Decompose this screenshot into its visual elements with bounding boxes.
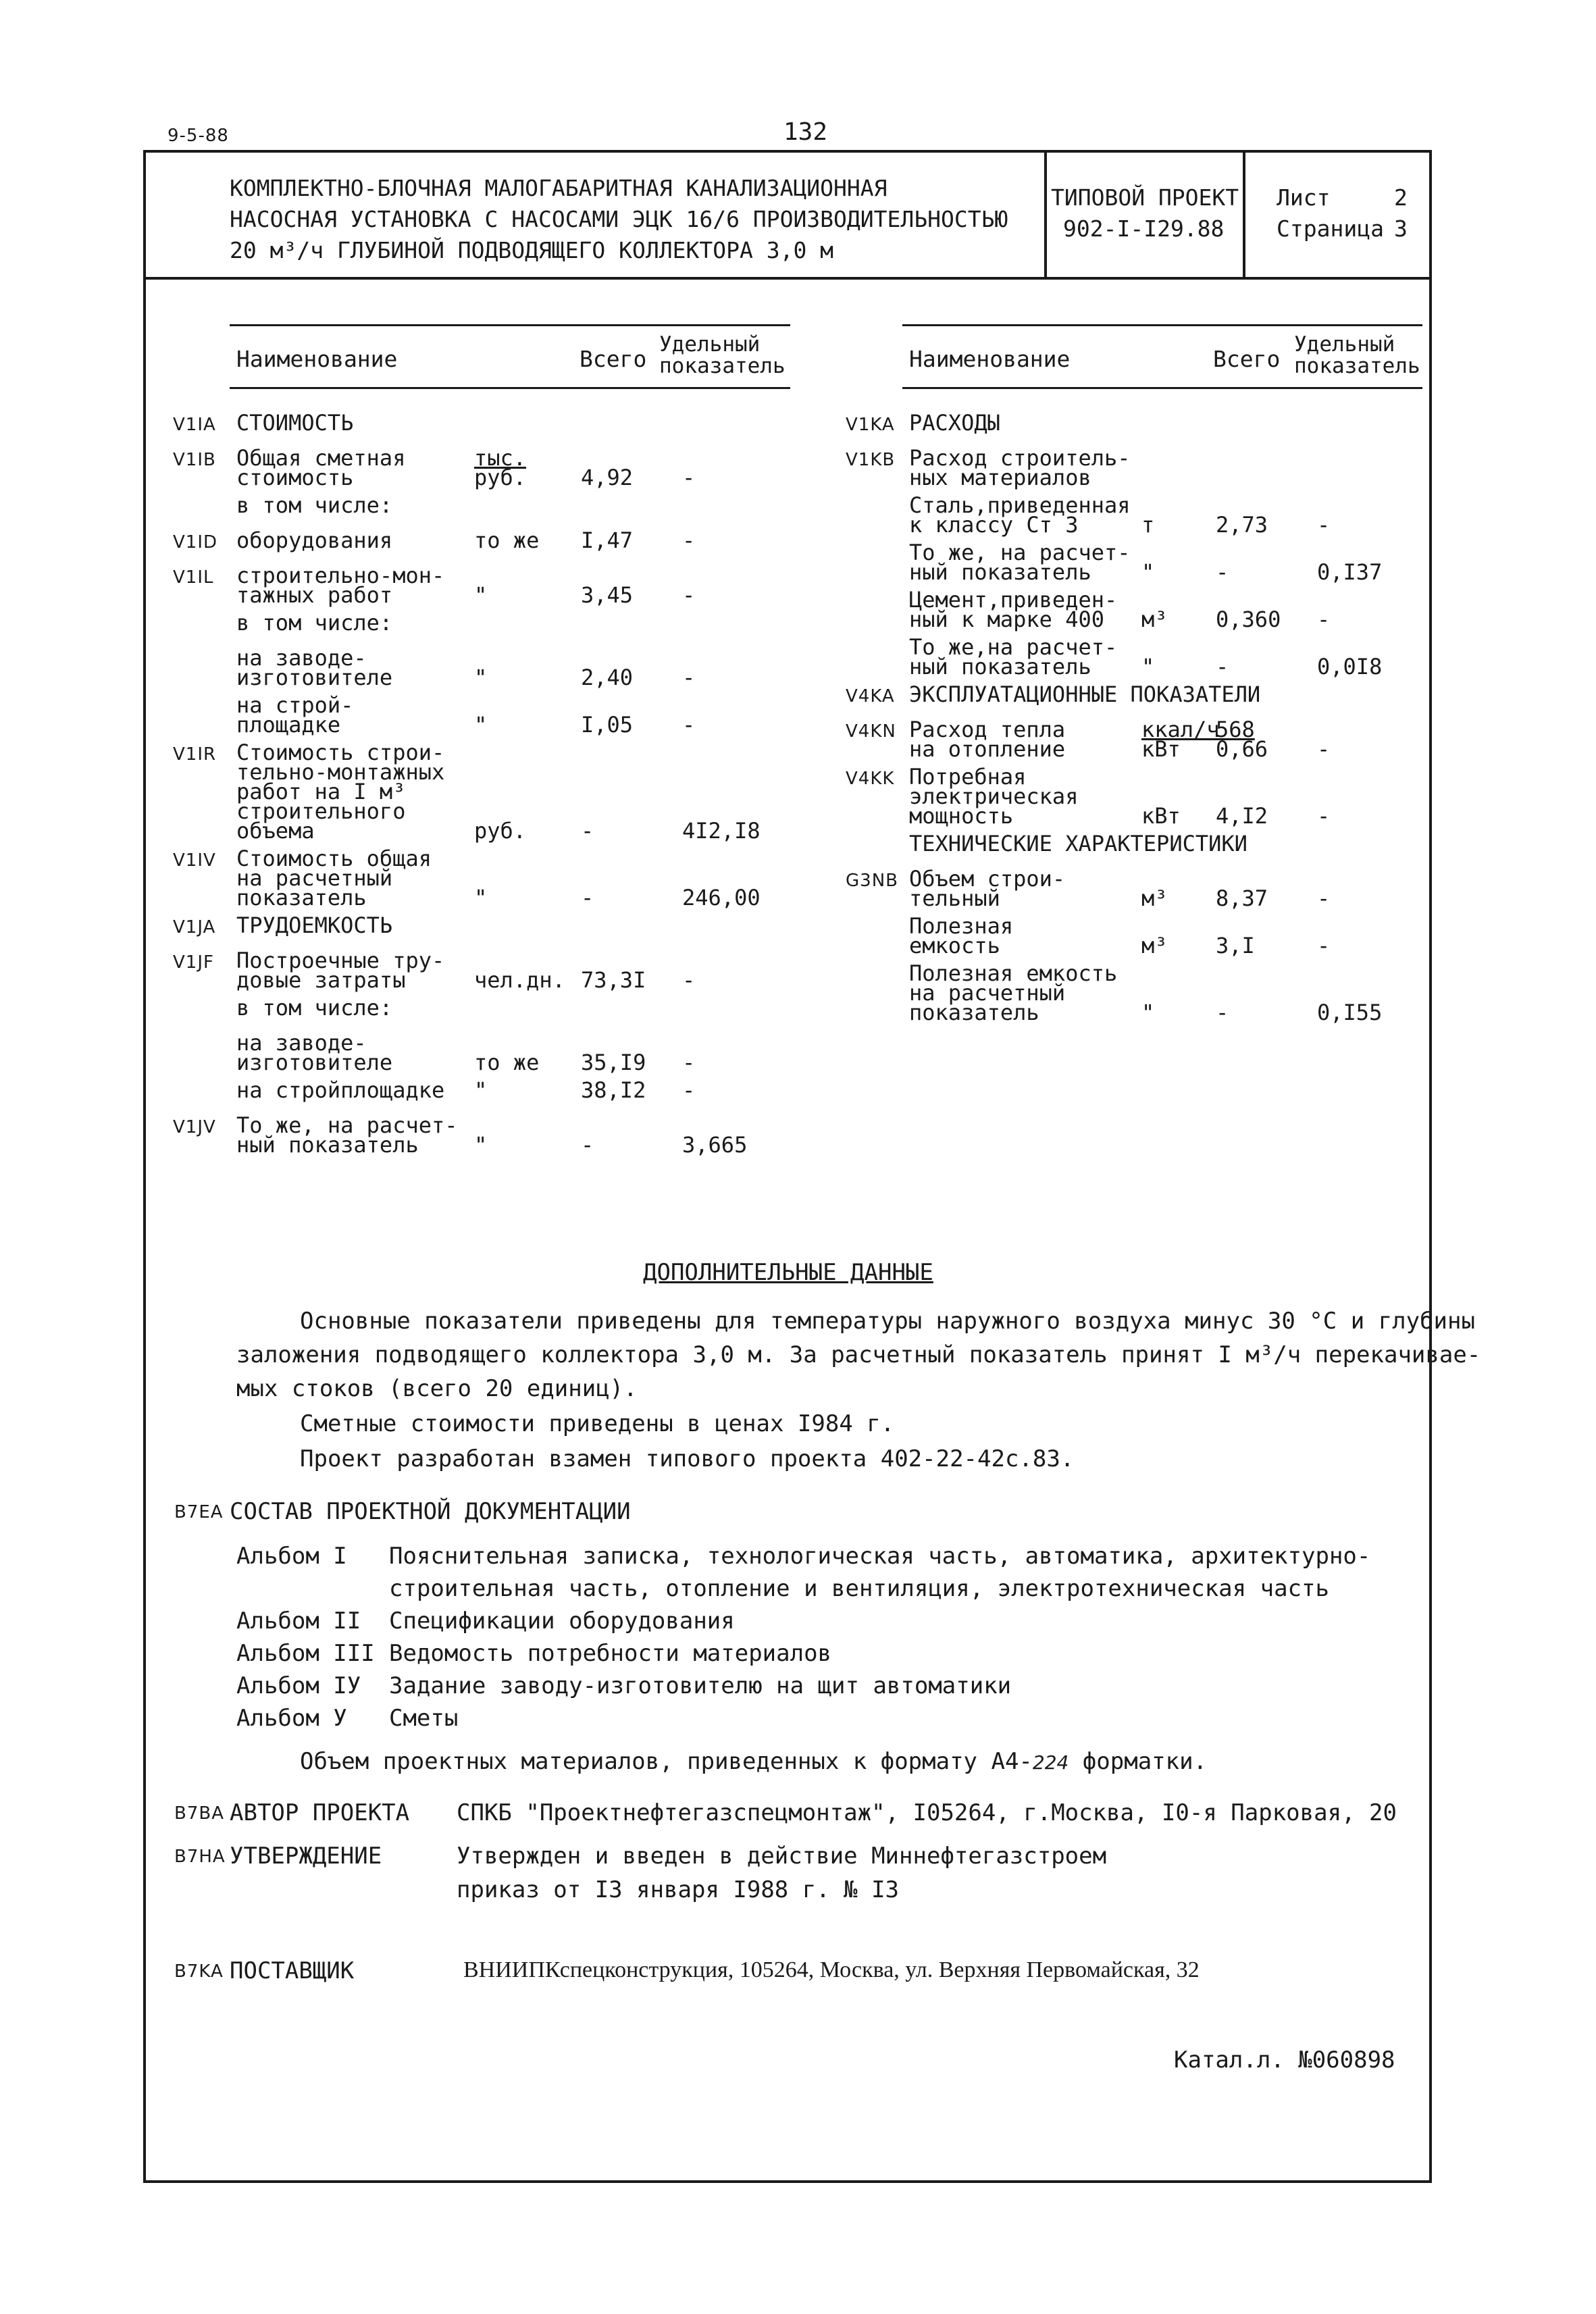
row-total: - <box>581 1132 594 1158</box>
additional-line-4: Сметные стоимости приведены в ценах I984 г. <box>300 1410 895 1437</box>
row-spec: - <box>1317 933 1331 958</box>
left-col-total: Всего <box>580 346 647 372</box>
row-total: I,05 <box>581 712 634 738</box>
row-spec: 0,I37 <box>1317 559 1383 585</box>
approval-label: УТВЕРЖДЕНИЕ <box>230 1843 382 1870</box>
title-line-1: КОМПЛЕКТНО-БЛОЧНАЯ МАЛОГАБАРИТНАЯ КАНАЛИЗАЦИОННАЯ <box>230 175 887 201</box>
row-spec: - <box>682 465 696 490</box>
row-spec: - <box>682 665 696 690</box>
row-total: 4,I2 <box>1216 803 1268 829</box>
row-name-line: на заводе- <box>236 1030 367 1056</box>
row-spec: - <box>682 967 696 993</box>
row-name-line: Объем строи- <box>909 866 1066 892</box>
right-col-name: Наименование <box>909 346 1071 372</box>
row-code: V1IB <box>173 450 216 470</box>
project-label: ТИПОВОЙ ПРОЕКТ <box>1051 184 1239 211</box>
row-name-line: работ на I м³ <box>236 779 406 804</box>
row-name-line: строительного <box>236 798 406 824</box>
row-name-line: на строй- <box>236 692 354 718</box>
volume-note-before: Объем проектных материалов, приведенных к формату А4- <box>300 1748 1033 1775</box>
album-2-name: Альбом II <box>236 1608 361 1635</box>
volume-note <box>300 1748 1207 1776</box>
approval-line-1: Утвержден и введен в действие Миннефтегазстроем <box>457 1843 1107 1870</box>
row-unit: ккал/ч <box>1141 717 1220 742</box>
row-unit: тыс. <box>474 445 527 471</box>
sheet-value: 2 <box>1394 184 1408 211</box>
row-name-line: Общая сметная <box>236 445 406 471</box>
row-name-line: Стоимость общая <box>236 846 432 871</box>
row-name-line: показатель <box>909 1000 1039 1025</box>
row-unit: " <box>474 665 488 690</box>
row-spec: - <box>682 582 696 608</box>
row-total: - <box>1216 654 1229 679</box>
row-unit: то же <box>474 1050 540 1075</box>
title-line-3: 20 м³/ч ГЛУБИНОЙ ПОДВОДЯЩЕГО КОЛЛЕКТОРА 3,0 м <box>230 237 834 263</box>
row-total: - <box>1216 559 1229 585</box>
row-name-line: электрическая <box>909 783 1079 809</box>
row-total: - <box>581 818 594 844</box>
row-unit: м³ <box>1141 885 1168 911</box>
left-col-name: Наименование <box>236 346 398 372</box>
row-spec: - <box>682 528 696 553</box>
right-table-head-rule <box>902 387 1422 389</box>
row-total: 35,I9 <box>581 1050 646 1075</box>
approval-line-2: приказ от I3 января I988 г. № I3 <box>457 1876 900 1903</box>
row-code: V1IR <box>173 744 217 765</box>
row-code: V1KB <box>846 450 896 470</box>
album-1-name: Альбом I <box>236 1543 347 1570</box>
album-3-name: Альбом III <box>236 1640 375 1667</box>
album-1-desc-1: Пояснительная записка, технологическая часть, автоматика, архитектурно- <box>389 1543 1371 1570</box>
row-code: V4KA <box>846 686 895 706</box>
row-code: V1JV <box>173 1117 216 1137</box>
row-name-line: ЭКСПЛУАТАЦИОННЫЕ ПОКАЗАТЕЛИ <box>909 682 1261 707</box>
composition-heading: СОСТАВ ПРОЕКТНОЙ ДОКУМЕНТАЦИИ <box>230 1498 631 1525</box>
row-unit: " <box>474 885 488 910</box>
row-unit: " <box>474 712 488 738</box>
volume-note-value: 224 <box>1032 1751 1069 1774</box>
row-name-line: То же,на расчет- <box>909 634 1118 660</box>
row-name-line: на стройплощадке <box>236 1077 445 1103</box>
row-name-line: тельно-монтажных <box>236 759 445 785</box>
row-name-line: ТЕХНИЧЕСКИЕ ХАРАКТЕРИСТИКИ <box>909 831 1247 856</box>
row-spec: 4I2,I8 <box>682 818 761 844</box>
row-name-line: довые затраты <box>236 967 406 993</box>
row-name-line: к классу Ст 3 <box>909 512 1079 538</box>
album-5-name: Альбом У <box>236 1705 347 1732</box>
row-total: 73,3I <box>581 967 646 993</box>
row-name-line: в том числе: <box>236 995 393 1021</box>
author-label: АВТОР ПРОЕКТА <box>230 1799 410 1826</box>
row-name-line: ный к марке 400 <box>909 607 1104 632</box>
page-value: 3 <box>1394 215 1408 242</box>
row-spec: - <box>1317 885 1331 911</box>
row-name-line: Расход тепла <box>909 717 1066 742</box>
row-name-line: оборудования <box>236 528 393 553</box>
row-name-line: на заводе- <box>236 645 367 671</box>
supplier-label: ПОСТАВЩИК <box>230 1957 355 1984</box>
row-spec: 0,0I8 <box>1317 654 1383 679</box>
author-code: B7BA <box>174 1803 225 1824</box>
row-code: G3NB <box>846 871 898 891</box>
row-name-line: мощность <box>909 803 1014 829</box>
row-name-line: Цемент,приведен- <box>909 587 1118 613</box>
approval-code: B7HA <box>174 1847 226 1867</box>
row-name-line: ный показатель <box>909 654 1091 679</box>
row-total: 3,I <box>1216 933 1255 958</box>
row-spec: 3,665 <box>682 1132 748 1158</box>
row-unit: кВт <box>1141 736 1181 762</box>
row-name-line: Стоимость строи- <box>236 740 445 765</box>
row-spec: 0,I55 <box>1317 1000 1383 1025</box>
title-line-2: НАСОСНАЯ УСТАНОВКА С НАСОСАМИ ЭЦК 16/6 ПРОИЗВОДИТЕЛЬНОСТЬЮ <box>230 206 1008 232</box>
row-name-line: Полезная емкость <box>909 960 1118 986</box>
row-name-line: строительно-мон- <box>236 563 445 588</box>
row-spec: - <box>682 712 696 738</box>
row-name-line: тажных работ <box>236 582 393 608</box>
project-number: 902-I-I29.88 <box>1063 215 1225 242</box>
row-total: 0,360 <box>1216 607 1281 632</box>
row-name-line: изготовителе <box>236 1050 393 1075</box>
supplier-value: ВНИИПКспецконструкция, 105264, Москва, ул. Верхняя Первомайская, 32 <box>463 1957 1200 1982</box>
row-name-line: изготовителе <box>236 665 393 690</box>
page-number: 132 <box>783 118 828 146</box>
row-total: 568 <box>1216 717 1255 742</box>
row-name-line: Полезная <box>909 913 1014 939</box>
row-name-line: в том числе: <box>236 610 393 636</box>
row-unit: " <box>1141 1000 1155 1025</box>
row-total: 2,40 <box>581 665 634 690</box>
row-code: V1KA <box>846 415 895 435</box>
row-name-line: РАСХОДЫ <box>909 410 1000 436</box>
row-unit: руб. <box>474 465 527 490</box>
catalog-number: Катал.л. №060898 <box>1174 2047 1395 2074</box>
row-unit: " <box>1141 654 1155 679</box>
row-total: - <box>581 885 594 910</box>
row-total: - <box>1216 1000 1229 1025</box>
title-divider-2 <box>1243 150 1245 280</box>
row-code: V1ID <box>173 532 218 552</box>
row-spec: 246,00 <box>682 885 761 910</box>
row-code: V1IA <box>173 415 216 435</box>
row-spec: - <box>682 1077 696 1103</box>
row-total: 2,73 <box>1216 512 1268 538</box>
row-name-line: Построечные тру- <box>236 948 445 973</box>
additional-line-1: Основные показатели приведены для температуры наружного воздуха минус 30 °С и глубины <box>300 1308 1475 1335</box>
page-label: Страница <box>1277 215 1384 242</box>
right-col-spec-1: Удельный <box>1294 332 1395 357</box>
row-total: I,47 <box>581 528 634 553</box>
row-unit: " <box>1141 559 1155 585</box>
supplier-code: B7KA <box>174 1961 224 1982</box>
row-spec: - <box>1317 607 1331 632</box>
row-code: V1JF <box>173 952 214 973</box>
album-5-desc: Сметы <box>389 1705 459 1732</box>
left-col-spec-2: показатель <box>659 354 786 378</box>
row-code: V1IL <box>173 567 214 588</box>
volume-note-after: форматки. <box>1069 1748 1208 1775</box>
row-spec: - <box>1317 512 1331 538</box>
row-name-line: площадке <box>236 712 341 738</box>
row-code: V1IV <box>173 850 216 871</box>
row-name-line: Расход строитель- <box>909 445 1131 471</box>
row-name-line: ных материалов <box>909 465 1091 490</box>
additional-line-2: заложения подводящего коллектора 3,0 м. За расчетный показатель принят I м³/ч перекачивае- <box>236 1341 1481 1368</box>
row-name-line: на отопление <box>909 736 1066 762</box>
row-name-line: объема <box>236 818 315 844</box>
date-mark: 9-5-88 <box>168 126 229 146</box>
row-unit: м³ <box>1141 607 1168 632</box>
composition-code: B7EA <box>174 1502 224 1522</box>
sheet-label: Лист <box>1277 184 1331 211</box>
album-1-desc-2: строительная часть, отопление и вентиляция, электротехническая часть <box>389 1575 1329 1602</box>
row-name-line: ный показатель <box>909 559 1091 585</box>
row-total: 3,45 <box>581 582 634 608</box>
additional-line-3: мых стоков (всего 20 единиц). <box>236 1375 638 1402</box>
row-unit: кВт <box>1141 803 1181 829</box>
row-code: V1JA <box>173 917 216 937</box>
row-name-line: ный показатель <box>236 1132 419 1158</box>
row-name-line: тельный <box>909 885 1000 911</box>
row-unit: то же <box>474 528 540 553</box>
row-spec: - <box>1317 736 1331 762</box>
row-name-line: Потребная <box>909 764 1027 790</box>
album-4-name: Альбом IУ <box>236 1672 361 1699</box>
row-total: 0,66 <box>1216 736 1268 762</box>
row-unit: чел.дн. <box>474 967 565 993</box>
row-name-line: в том числе: <box>236 492 393 518</box>
row-spec: - <box>682 1050 696 1075</box>
row-name-line: показатель <box>236 885 367 910</box>
album-4-desc: Задание заводу-изготовителю на щит автоматики <box>389 1672 1012 1699</box>
left-col-spec-1: Удельный <box>659 332 761 357</box>
left-table-head-rule <box>230 387 790 389</box>
row-name-line: То же, на расчет- <box>909 540 1131 565</box>
author-value: СПКБ "Проектнефтегазспецмонтаж", I05264, г.Москва, I0-я Парковая, 20 <box>457 1799 1397 1826</box>
row-unit: " <box>474 1132 488 1158</box>
row-name-line: на расчетный <box>909 980 1066 1006</box>
left-table-top-rule <box>230 324 790 326</box>
row-name-line: СТОИМОСТЬ <box>236 410 354 436</box>
row-name-line: То же, на расчет- <box>236 1112 458 1138</box>
right-col-spec-2: показатель <box>1294 354 1420 378</box>
title-divider-1 <box>1044 150 1047 280</box>
row-name-line: емкость <box>909 933 1000 958</box>
row-name-line: на расчетный <box>236 865 393 891</box>
row-unit: м³ <box>1141 933 1168 958</box>
additional-heading: ДОПОЛНИТЕЛЬНЫЕ ДАННЫЕ <box>643 1259 933 1286</box>
additional-line-5: Проект разработан взамен типового проекта 402-22-42с.83. <box>300 1445 1075 1472</box>
right-table-top-rule <box>902 324 1422 326</box>
row-code: V4KK <box>846 769 895 789</box>
row-code: V4KN <box>846 721 896 742</box>
right-col-total: Всего <box>1213 346 1281 372</box>
row-unit: " <box>474 582 488 608</box>
row-total: 4,92 <box>581 465 634 490</box>
row-unit: руб. <box>474 818 527 844</box>
album-2-desc: Спецификации оборудования <box>389 1608 735 1635</box>
row-name-line: Сталь,приведенная <box>909 492 1131 518</box>
row-total: 38,I2 <box>581 1077 646 1103</box>
row-unit: т <box>1141 512 1155 538</box>
row-spec: - <box>1317 803 1331 829</box>
row-name-line: ТРУДОЕМКОСТЬ <box>236 912 393 938</box>
album-3-desc: Ведомость потребности материалов <box>389 1640 832 1667</box>
row-unit: " <box>474 1077 488 1103</box>
row-total: 8,37 <box>1216 885 1268 911</box>
row-name-line: стоимость <box>236 465 354 490</box>
